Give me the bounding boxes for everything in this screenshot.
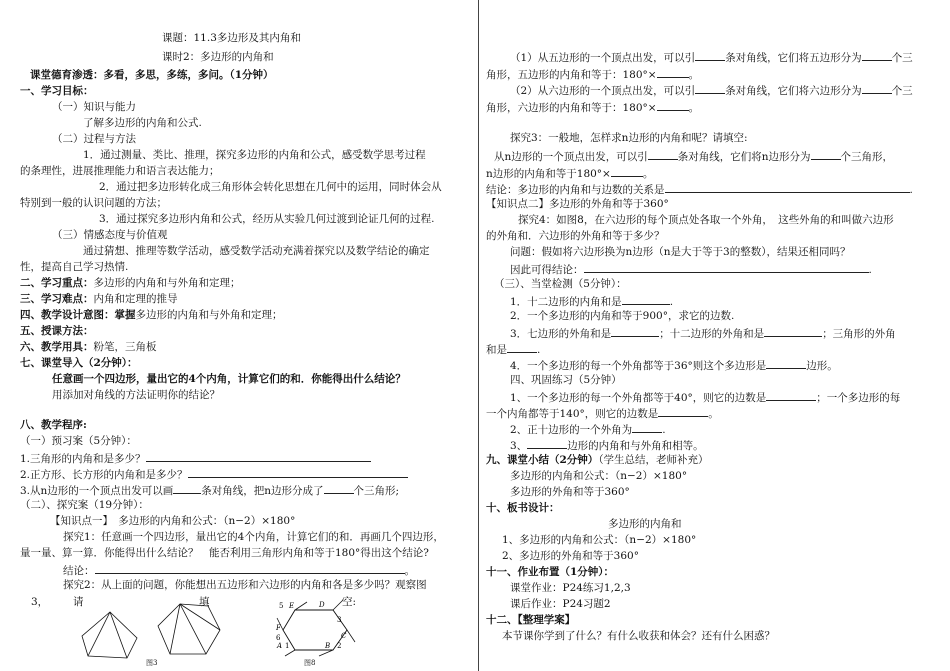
preview-q2: 2.正方形、长方形的内角和是多少？ xyxy=(20,468,408,481)
svg-text:B: B xyxy=(325,642,331,650)
board-heading: 多边形的内角和 xyxy=(608,518,682,530)
explore-2b-2: 请 xyxy=(73,596,84,608)
explore-1-conclusion: 结论： 。 xyxy=(63,565,415,577)
design-intent: 四、教学设计意图：掌握多边形的内角和与外角和定理； xyxy=(20,309,283,321)
moral-line: 课堂德育渗透：多看，多思，多练，多问。（1分钟） xyxy=(30,69,274,81)
check-q3a: 3．七边形的外角和是 ；十二边形的外角和是 ；三角形的外角 xyxy=(510,328,896,340)
pentagon-figure xyxy=(80,610,140,660)
svg-text:6: 6 xyxy=(276,634,281,642)
intro-title: 七、课堂导入（2分钟）： xyxy=(20,357,138,369)
answer-blank[interactable] xyxy=(811,150,841,160)
answer-blank[interactable] xyxy=(584,263,869,273)
hexagon-q-b: 角形，六边形的内角和等于：180°× 。 xyxy=(486,102,700,114)
goal-process-1b: 的条理性，进展推理能力和语言表达能力； xyxy=(20,165,220,177)
key-points: 二、学习重点：多边形的内角和与外角和定理； xyxy=(20,277,241,289)
practice-q1b: 一个内角都等于140°，则它的边数是 。 xyxy=(486,408,719,420)
knowledge-point-1: 【知识点一】 多边形的内角和公式：（n−2）×180° xyxy=(50,515,296,527)
board-line-1: 1、多边形的内角和公式：（n−2）×180° xyxy=(502,534,697,546)
check-q4: 4．一个多边形的每一个外角都等于36°则这个多边形是 边形。 xyxy=(510,360,838,372)
answer-blank[interactable] xyxy=(658,407,708,417)
homework-after: 课后作业：P24习题2 xyxy=(510,598,611,610)
hexagon-figure xyxy=(156,602,222,657)
svg-text:C: C xyxy=(341,632,347,640)
intro-question: 任意画一个四边形，量出它的4个内角，计算它们的和．你能得出什么结论？ xyxy=(52,373,406,385)
review-question: 本节课你学到了什么？有什么收获和体会？还有什么困惑？ xyxy=(502,630,775,642)
pentagon-q-b: 角形，五边形的内角和等于：180°× 。 xyxy=(486,69,700,81)
pentagon-q-a: （1）从五边形的一个顶点出发，可以引 条对角线，它们将五边形分为 个三 xyxy=(510,52,913,64)
answer-blank[interactable] xyxy=(324,484,354,494)
answer-blank[interactable] xyxy=(173,484,201,494)
svg-text:F: F xyxy=(276,624,281,632)
svg-text:2: 2 xyxy=(337,642,342,650)
explore-1a: 探究1：任意画一个四边形，量出它的4个内角，计算它们的和．再画几个四边形， xyxy=(63,531,444,543)
answer-blank[interactable] xyxy=(695,84,725,94)
answer-blank[interactable] xyxy=(657,101,689,111)
homework-class: 课堂作业：P24练习1,2,3 xyxy=(510,582,631,594)
explore-1b: 量一量、算一算．你能得出什么结论？ 能否利用三角形内角和等于180°得出这个结论? xyxy=(20,547,429,559)
teaching-method: 五、授课方法： xyxy=(20,325,94,337)
question-n-gon: 问题：假如将六边形换为n边形（n是大于等于3的整数），结果还相同吗？ xyxy=(510,246,851,258)
answer-blank[interactable] xyxy=(766,359,806,369)
preview-q3: 3.从n边形的一个顶点出发可以画 条对角线，把n边形分成了 个三角形; xyxy=(20,485,400,497)
knowledge-point-2: 【知识点二】多边形的外角和等于360° xyxy=(486,198,669,210)
goal-emotion-b: 性，提高自己学习热情. xyxy=(20,261,129,273)
goal-process-2a: 2．通过把多边形转化成三角形体会转化思想在几何中的运用，同时体会从 xyxy=(99,181,442,193)
svg-text:5: 5 xyxy=(279,602,284,610)
svg-text:E: E xyxy=(289,602,295,610)
goal-emotion-title: （三）情感态度与价值观 xyxy=(52,229,168,241)
check-title: （三）、当堂检测（5分钟）： xyxy=(494,278,627,290)
explore-2b-3: 填 xyxy=(199,596,210,608)
hexagon-q-a: （2）从六边形的一个顶点出发，可以引 条对角线，它们将六边形分为 个三 xyxy=(510,85,913,97)
preview-title: （一）预习案（5分钟）： xyxy=(20,435,137,447)
board-line-2: 2、多边形的外角和等于360° xyxy=(502,550,639,562)
answer-blank[interactable] xyxy=(632,423,662,433)
explore-3-conclusion: 结论：多边形的内角和与边数的关系是 . xyxy=(486,184,913,196)
explore-3b: n边形的内角和等于180°× 。 xyxy=(486,168,654,180)
answer-blank[interactable] xyxy=(507,343,537,353)
answer-blank[interactable] xyxy=(862,51,892,61)
check-q2: 2．一个多边形的内角和等于900°，求它的边数. xyxy=(510,310,735,322)
svg-text:A: A xyxy=(277,642,283,650)
answer-blank[interactable] xyxy=(648,150,678,160)
review-title: 十二、【整理学案】 xyxy=(486,614,576,626)
answer-blank[interactable] xyxy=(657,68,689,78)
explore-title: （二）、探究案（19分钟）： xyxy=(20,499,149,511)
answer-blank[interactable] xyxy=(95,564,405,574)
practice-q3: 3、 边形的内角和与外角和相等。 xyxy=(510,440,704,452)
homework-title: 十一、作业布置（1分钟）： xyxy=(486,566,615,578)
summary-line-1: 多边形的内角和公式：（n−2）×180° xyxy=(510,470,688,482)
conclusion-line: 因此可得结论： . xyxy=(510,264,872,276)
consolidation-title: 四、巩固练习（5分钟） xyxy=(510,374,622,386)
teaching-tools: 六、教学用具：粉笔，三角板 xyxy=(20,341,157,353)
difficulties: 三、学习难点：内角和定理的推导 xyxy=(20,293,178,305)
answer-blank[interactable] xyxy=(862,84,892,94)
intro-hint: 用添加对角线的方法证明你的结论？ xyxy=(52,389,220,401)
preview-q1: 1.三角形的内角和是多少？ xyxy=(20,452,371,465)
answer-blank[interactable] xyxy=(527,439,567,449)
check-q1: 1．十二边形的内角和是 . xyxy=(510,296,674,308)
program-title: 八、教学程序: xyxy=(20,419,87,431)
explore-2b-4: 空: xyxy=(342,596,357,608)
explore-2b-1: 3， xyxy=(31,596,49,608)
summary-title: 九、课堂小结（2分钟）（学生总结，老师补充） xyxy=(486,454,709,466)
figure3-caption: 图3 xyxy=(146,659,158,667)
goal-process-2b: 特别到一般的认识问题的方法； xyxy=(20,197,167,209)
goal-emotion-a: 通过猜想、推理等数学活动，感受数学活动充满着探究以及数学结论的确定 xyxy=(83,245,430,257)
period-line: 课时2：多边形的内角和 xyxy=(162,51,274,63)
goal-process-3: 3．通过探究多边形内角和公式，经历从实验几何过渡到论证几何的过程. xyxy=(99,213,435,225)
svg-text:3: 3 xyxy=(337,616,342,624)
svg-text:1: 1 xyxy=(285,642,290,650)
svg-text:D: D xyxy=(319,601,325,609)
answer-blank[interactable] xyxy=(695,51,725,61)
answer-blank[interactable] xyxy=(611,327,659,337)
goal-process-1a: 1．通过测量、类比、推理，探究多边形的内角和公式，感受数学思考过程 xyxy=(83,149,426,161)
explore-4a: 探究4：如图8，在六边形的每个顶点处各取一个外角， 这些外角的和叫做六边形 xyxy=(518,214,894,226)
goals-title: 一、学习目标： xyxy=(20,85,94,97)
answer-blank[interactable] xyxy=(764,327,822,337)
explore-2a: 探究2：从上面的问题，你能想出五边形和六边形的内角和各是多少吗？观察图 xyxy=(63,579,427,591)
explore-3-title: 探究3：一般地，怎样求n边形的内角和呢？请填空: xyxy=(510,132,748,144)
figure8-caption: 图8 xyxy=(304,659,316,667)
practice-q1a: 1、一个多边形的每一个外角都等于40°，则它的边数是 ；一个多边形的每 xyxy=(510,392,901,404)
goal-knowledge-title: （一）知识与能力 xyxy=(52,101,136,113)
practice-q2: 2、正十边形的一个外角为 . xyxy=(510,424,666,436)
answer-blank[interactable] xyxy=(766,391,816,401)
goal-knowledge-text: 了解多边形的内角和公式. xyxy=(83,117,202,129)
board-design-title: 十、板书设计： xyxy=(486,502,560,514)
answer-blank[interactable] xyxy=(611,167,643,177)
goal-process-title: （二）过程与方法 xyxy=(52,133,136,145)
answer-blank[interactable] xyxy=(665,183,910,193)
column-divider xyxy=(478,0,479,671)
answer-blank[interactable] xyxy=(146,452,371,462)
answer-blank[interactable] xyxy=(188,468,408,478)
answer-blank[interactable] xyxy=(622,295,670,305)
topic-line: 课题：11.3多边形及其内角和 xyxy=(162,32,301,44)
explore-3a: 从n边形的一个顶点出发，可以引 条对角线，它们将n边形分为 个三角形， xyxy=(494,151,894,163)
check-q3b: 和是 . xyxy=(486,344,541,356)
exterior-angle-figure xyxy=(275,598,360,658)
summary-line-2: 多边形的外角和等于360° xyxy=(510,486,630,498)
explore-4b: 的外角和．六边形的外角和等于多少？ xyxy=(486,230,665,242)
